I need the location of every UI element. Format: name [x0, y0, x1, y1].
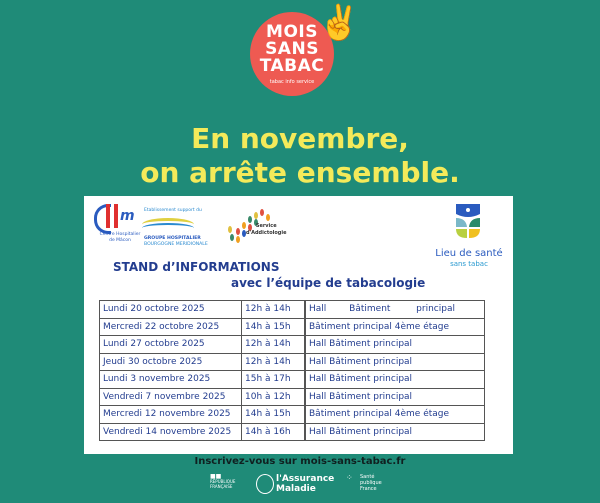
- table-row: Jeudi 30 octobre 2025 12h à 14h Hall Bâtiment principal: [100, 353, 485, 371]
- logo-line-2: SANS: [265, 38, 319, 59]
- table-row: Vendredi 7 novembre 2025 10h à 12h Hall Bâtiment principal: [100, 388, 485, 406]
- sante-publique-dots-icon: ⁘: [346, 473, 353, 482]
- logo-line-3: TABAC: [259, 55, 325, 76]
- schedule-table: [99, 300, 485, 441]
- lieu-sante-title: Lieu de santé: [435, 248, 503, 259]
- chm-logo: m: [94, 204, 144, 234]
- table-row: Mercredi 12 novembre 2025 14h à 15h Bâtiment principal 4ème étage: [100, 406, 485, 424]
- lieu-sante-logo-icon: [454, 202, 482, 240]
- assurance-maladie-icon: [256, 474, 274, 494]
- lieu-sante-subtitle: sans tabac: [450, 260, 488, 268]
- headline: [0, 122, 600, 190]
- partner-logos: [200, 472, 420, 498]
- headline-line-2: on arrête ensemble.: [140, 156, 460, 189]
- table-row: Lundi 3 novembre 2025 15h à 17h Hall Bâtiment principal: [100, 371, 485, 389]
- table-row: Mercredi 22 octobre 2025 14h à 15h Bâtiment principal 4ème étage: [100, 318, 485, 336]
- victory-hand-icon: ✌️: [318, 3, 361, 43]
- groupe-label: GROUPE HOSPITALIER BOURGOGNE MERIDIONALE: [144, 236, 208, 247]
- table-row: Lundi 20 octobre 2025 12h à 14h Hall Bâtiment principal: [100, 301, 485, 319]
- stand-subtitle: avec l’équipe de tabacologie: [231, 276, 426, 290]
- table-row: Lundi 27 octobre 2025 12h à 14h Hall Bâtiment principal: [100, 336, 485, 354]
- headline-line-1: En novembre,: [191, 122, 409, 155]
- chm-label: Centre Hospitalier de Mâcon: [99, 232, 141, 243]
- logo-line-1: MOIS: [266, 21, 318, 42]
- sante-publique-logo: Santé publique France: [360, 474, 382, 492]
- assurance-maladie-logo: l'Assurance Maladie: [276, 474, 335, 494]
- groupe-top: Etablissement support du: [144, 208, 202, 213]
- addictologie-label: Service d'Addictologie: [246, 223, 287, 236]
- stand-title: STAND d’INFORMATIONS: [113, 260, 280, 274]
- signup-link[interactable]: Inscrivez-vous sur mois-sans-tabac.fr: [194, 456, 406, 467]
- info-card: [84, 196, 513, 454]
- republique-francaise-logo: ■■ RÉPUBLIQUE FRANÇAISE: [210, 473, 236, 489]
- table-row: Vendredi 14 novembre 2025 14h à 16h Hall Bâtiment principal: [100, 423, 485, 441]
- logo-subtitle: tabac info service: [269, 78, 315, 85]
